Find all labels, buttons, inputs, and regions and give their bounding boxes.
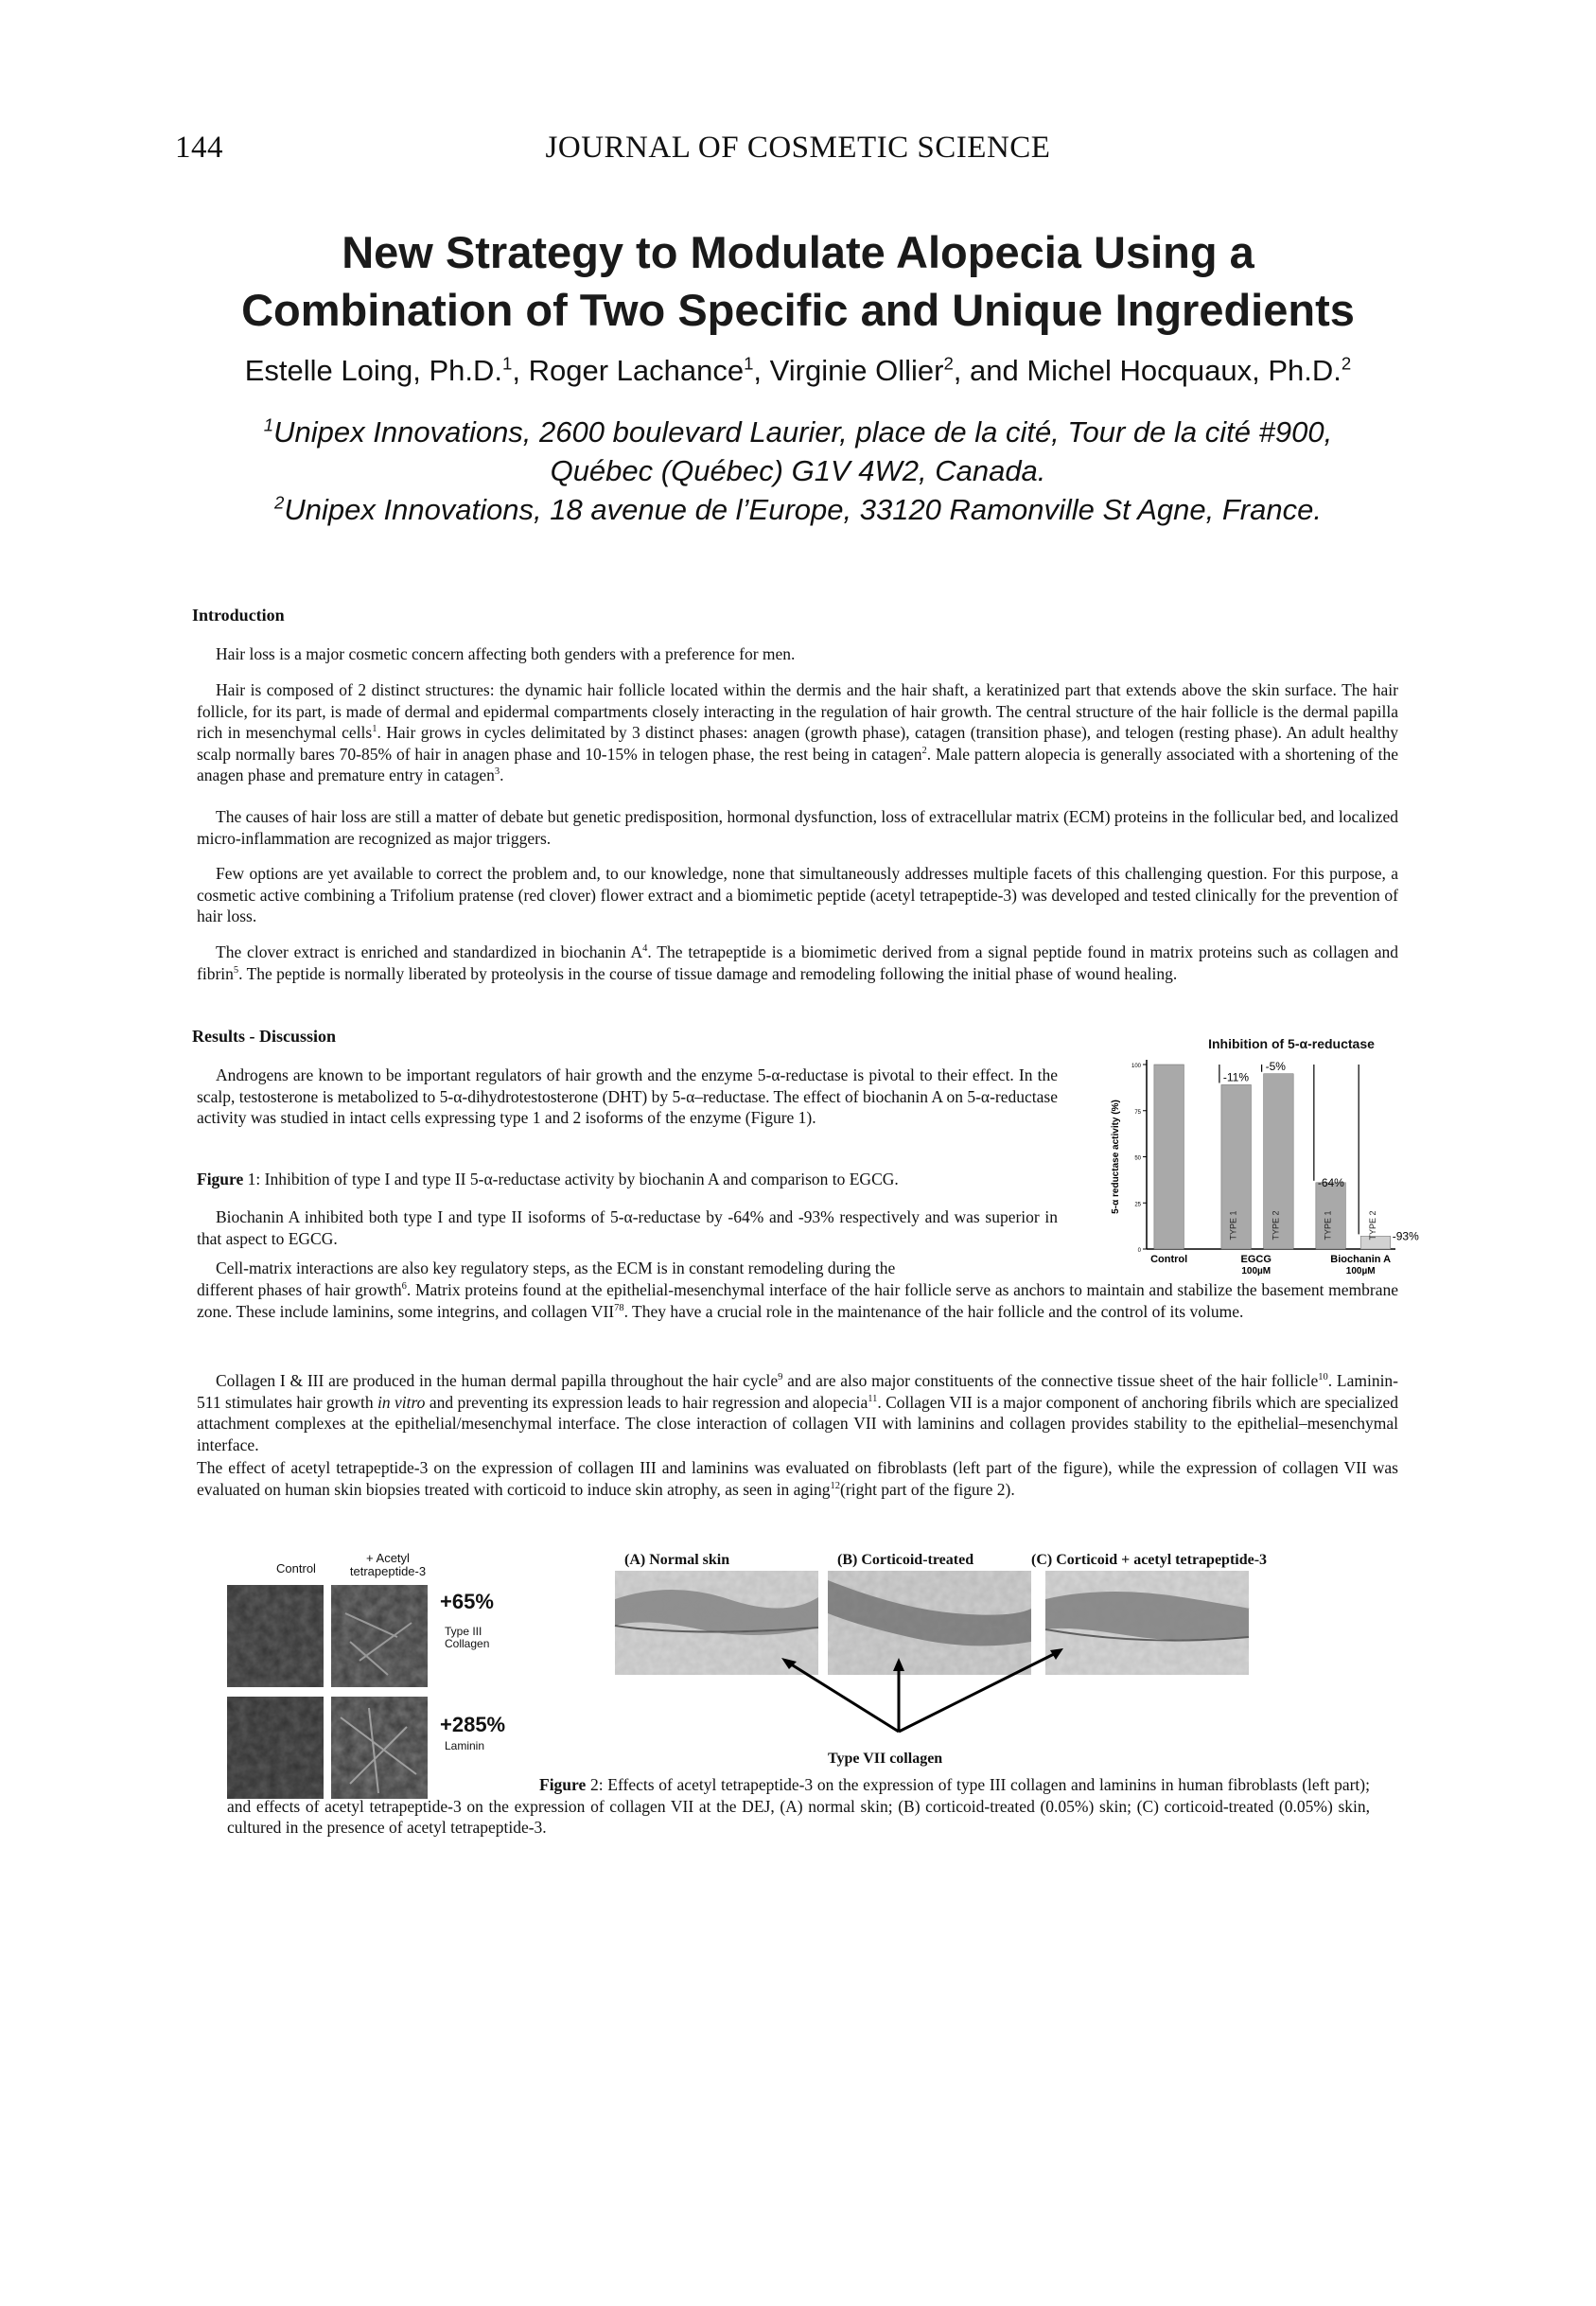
y-tick-label: 100 xyxy=(1131,1064,1141,1069)
paragraph-3: The causes of hair loss are still a matter of debate but genetic predisposition, hormonal dysfunction, loss of extracellular matrix (ECM) proteins in the follicular bed, and localized micro-inflammation are recognized as major triggers. xyxy=(197,807,1398,848)
title-line-1: New Strategy to Modulate Alopecia Using a xyxy=(342,227,1254,277)
paragraph-8-part-d: . They have a crucial role in the maintenance of the hair follicle and the control of its volume. xyxy=(623,1301,1244,1321)
affiliation-2-line: Unipex Innovations, 18 avenue de l’Europe, 33120 Ramonville St Agne, France. xyxy=(284,493,1322,526)
affiliation-1 xyxy=(142,414,1454,451)
paragraph-10 xyxy=(197,1457,1398,1500)
author-4: , and Michel Hocquaux, Ph.D. xyxy=(953,354,1342,387)
fig2-micrographs xyxy=(227,1585,430,1803)
fig2-col-treatment-line-1: + Acetyl xyxy=(366,1551,410,1565)
figure-2-number: 2: xyxy=(586,1775,604,1794)
paragraph-2-part-d: . xyxy=(500,766,504,784)
figure-2-text: Effects of acetyl tetrapeptide-3 on the expression of type III collagen and laminins in human fibroblasts (left part); and effects of acetyl tetrapeptide-3 on the expression of collagen VII at the DEJ, (A) normal skin; (B) corticoid-treated (0.05%) skin; (C) corticoid-treated (0.05%) skin, cultured in the presence of acetyl tetrapeptide-3. xyxy=(227,1775,1370,1837)
fig2-col-control: Control xyxy=(276,1561,316,1575)
paragraph-5 xyxy=(197,942,1398,984)
ref-3: 3 xyxy=(494,766,500,778)
paragraph-9-part-c: . Laminin-511 stimulates hair growth xyxy=(197,1371,1399,1412)
affiliation-1-cont xyxy=(142,452,1454,490)
bar-label-4: TYPE 2 xyxy=(1367,1210,1377,1241)
paragraph-5-part-b: . The tetrapeptide is a biomimetic derived from a signal peptide found in matrix proteins such as collagen and fibrin xyxy=(197,942,1398,983)
affiliation-1-line-1: Unipex Innovations, 2600 boulevard Laurier, place de la cité, Tour de la cité #900, xyxy=(273,415,1333,449)
bar-annotation-1: -11% xyxy=(1222,1070,1250,1084)
group-sublabel-1: 100µM xyxy=(1241,1266,1272,1276)
fig2-panel-c-label: (C) Corticoid + acetyl tetrapeptide-3 xyxy=(1031,1552,1268,1568)
paragraph-10-part-a: The effect of acetyl tetrapeptide-3 on the expression of collagen III and laminins was evaluated on fibroblasts (left part of the figure), while the expression of collagen VII was evaluated on human skin biopsies treated with corticoid to induce skin atrophy, as seen in aging xyxy=(197,1458,1398,1499)
affiliation-2 xyxy=(142,491,1454,529)
y-axis-label: 5-α reductase activity (%) xyxy=(1111,1100,1121,1214)
bar-0 xyxy=(1154,1065,1184,1249)
paragraph-9-part-d: and preventing its expression leads to hair regression and alopecia xyxy=(425,1392,868,1412)
section-heading-results: Results - Discussion xyxy=(192,1027,337,1046)
bar-annotation-3: -64% xyxy=(1317,1175,1344,1189)
fig2-panel-a-label: (A) Normal skin xyxy=(624,1552,730,1568)
author-3-sup: 2 xyxy=(943,353,954,374)
group-sublabel-2: 100µM xyxy=(1345,1266,1376,1276)
figure-1-text: Inhibition of type I and type II 5-α-reductase activity by biochanin A and comparison to EGCG. xyxy=(260,1170,899,1188)
paragraph-9-part-a: Collagen I & III are produced in the human dermal papilla throughout the hair cycle xyxy=(216,1371,779,1390)
bar-annotation-4: -93% xyxy=(1392,1229,1419,1243)
running-header xyxy=(0,131,1596,168)
author-1: Estelle Loing, Ph.D. xyxy=(244,354,503,387)
paragraph-9-italic: in vitro xyxy=(377,1392,426,1412)
fig2-histology xyxy=(615,1571,1334,1760)
fig2-collagen-value: +65% xyxy=(440,1590,494,1613)
fig2-panel-b-label: (B) Corticoid-treated xyxy=(837,1552,974,1568)
paragraph-2 xyxy=(197,679,1398,786)
figure-2-caption xyxy=(227,1774,1370,1839)
paragraph-9 xyxy=(197,1370,1398,1455)
paragraph-2-part-c: . Male pattern alopecia is generally associated with a shortening of the anagen phase and premature entry in catagen xyxy=(197,744,1399,784)
paragraph-6: Androgens are known to be important regulators of hair growth and the enzyme 5-α-reductase is pivotal to their effect. In the scalp, testosterone is metabolized to 5-α-dihydrotestosterone (DHT) by 5-α–reductase. The effect of biochanin A on 5-α-reductase activity was studied in intact cells expressing type 1 and 2 isoforms of the enzyme (Figure 1). xyxy=(197,1065,1058,1127)
ref-5: 5 xyxy=(233,964,239,976)
paragraph-9-part-b: and are also major constituents of the connective tissue sheet of the hair follicle xyxy=(782,1371,1319,1390)
group-label-0: Control xyxy=(1150,1254,1188,1265)
chart-title: Inhibition of 5-α-reductase xyxy=(1208,1036,1375,1051)
fig2-collagen-label-line-1: Type III xyxy=(445,1625,482,1638)
author-2-sup: 1 xyxy=(744,353,754,374)
ref-11: 11 xyxy=(868,1393,878,1404)
figure-1-number: 1: xyxy=(243,1170,261,1188)
bar-label-3: TYPE 1 xyxy=(1323,1210,1333,1241)
paragraph-7: Biochanin A inhibited both type I and type II isoforms of 5-α-reductase by -64% and -93% respectively and was superior in that aspect to EGCG. xyxy=(197,1207,1058,1248)
author-3: , Virginie Ollier xyxy=(753,354,944,387)
ref-7-8: 78 xyxy=(614,1302,624,1313)
paragraph-9-part-e: . Collagen VII is a major component of anchoring fibrils which are specialized attachment complexes at the epithelial/mesenchymal interface. The close interaction of collagen VII with laminins and collagen provides stability to the epithelial–mesenchymal interface. xyxy=(197,1392,1398,1454)
ref-4: 4 xyxy=(642,943,648,955)
group-label-2: Biochanin A xyxy=(1330,1254,1392,1265)
author-list xyxy=(142,352,1454,390)
y-tick-label: 75 xyxy=(1134,1109,1141,1116)
ref-1: 1 xyxy=(372,724,377,735)
author-2: , Roger Lachance xyxy=(512,354,745,387)
paragraph-8-part-b: different phases of hair growth xyxy=(197,1280,402,1299)
y-tick-label: 0 xyxy=(1137,1248,1141,1254)
fig2-col-treatment-line-2: tetrapeptide-3 xyxy=(349,1564,427,1578)
paragraph-8-start: Cell-matrix interactions are also key regulatory steps, as the ECM is in constant remodeling during the xyxy=(216,1259,896,1277)
bar-label-2: TYPE 2 xyxy=(1271,1210,1281,1241)
ref-9: 9 xyxy=(778,1372,783,1383)
ref-2: 2 xyxy=(921,745,927,756)
y-tick-label: 50 xyxy=(1134,1155,1141,1162)
group-label-1: EGCG xyxy=(1240,1254,1272,1265)
chart-5a-reductase xyxy=(1107,1027,1419,1301)
page-number: 144 xyxy=(175,131,223,165)
ref-12: 12 xyxy=(830,1480,841,1491)
fig2-col-treatment xyxy=(336,1552,440,1578)
author-1-sup: 1 xyxy=(502,353,513,374)
paragraph-5-part-c: . The peptide is normally liberated by proteolysis in the course of tissue damage and remodeling following the initial phase of wound healing. xyxy=(238,963,1178,983)
affiliation-1-line-2: Québec (Québec) G1V 4W2, Canada. xyxy=(550,454,1046,487)
figure-1-caption xyxy=(197,1169,1058,1190)
paragraph-10-part-b: (right part of the figure 2). xyxy=(840,1479,1015,1499)
bar-annotation-2: -5% xyxy=(1265,1059,1286,1073)
figure-1-label: Figure xyxy=(197,1170,244,1188)
affiliation-1-sup: 1 xyxy=(263,414,274,435)
bar-label-1: TYPE 1 xyxy=(1228,1210,1238,1241)
paragraph-8-part-c: . Matrix proteins found at the epithelial-mesenchymal interface of the hair follicle serve as anchors to maintain and stabilize the basement membrane zone. These include laminins, some integrins, and collagen VII xyxy=(197,1280,1398,1321)
author-4-sup: 2 xyxy=(1341,353,1352,374)
affiliation-2-sup: 2 xyxy=(274,492,285,513)
ref-6: 6 xyxy=(401,1281,407,1293)
fig2-laminin-value: +285% xyxy=(440,1713,506,1736)
fig2-collagen-label xyxy=(445,1626,489,1650)
paragraph-2-part-a: Hair is composed of 2 distinct structures: the dynamic hair follicle located within the dermis and the hair shaft, a keratinized part that extends above the skin surface. The hair follicle, for its part, is made of dermal and epidermal compartments closely interacting in the regulation of hair growth. The central structure of the hair follicle is the dermal papilla rich in mesenchymal cells xyxy=(197,680,1398,742)
paragraph-1: Hair loss is a major cosmetic concern affecting both genders with a preference for men. xyxy=(216,644,796,663)
article-title xyxy=(142,223,1454,339)
paragraph-4: Few options are yet available to correct the problem and, to our knowledge, none that simultaneously addresses multiple facets of this challenging question. For this purpose, a cosmetic active combining a Trifolium pratense (red clover) flower extract and a biomimetic peptide (acetyl tetrapeptide-3) was developed and tested clinically for the prevention of hair loss. xyxy=(197,864,1398,925)
fig2-laminin-label: Laminin xyxy=(445,1739,485,1752)
y-tick-label: 25 xyxy=(1134,1202,1141,1208)
paragraph-5-part-a: The clover extract is enriched and standardized in biochanin A xyxy=(216,942,643,961)
ref-10: 10 xyxy=(1318,1372,1328,1383)
paragraph-2-part-b: . Hair grows in cycles delimitated by 3 distinct phases: anagen (growth phase), catagen (transition phase), and telogen (resting phase). An adult healthy scalp normally bares 70-85% of hair in anagen phase and 10-15% in telogen phase, the rest being in catagen xyxy=(197,723,1399,764)
figure-2-label: Figure xyxy=(539,1775,587,1794)
journal-name: JOURNAL OF COSMETIC SCIENCE xyxy=(545,131,1051,165)
fig2-collagen-label-line-2: Collagen xyxy=(445,1637,490,1650)
section-heading-introduction: Introduction xyxy=(192,606,285,625)
title-line-2: Combination of Two Specific and Unique Ingredients xyxy=(241,285,1355,335)
fig2-arrow-label: Type VII collagen xyxy=(828,1751,943,1767)
